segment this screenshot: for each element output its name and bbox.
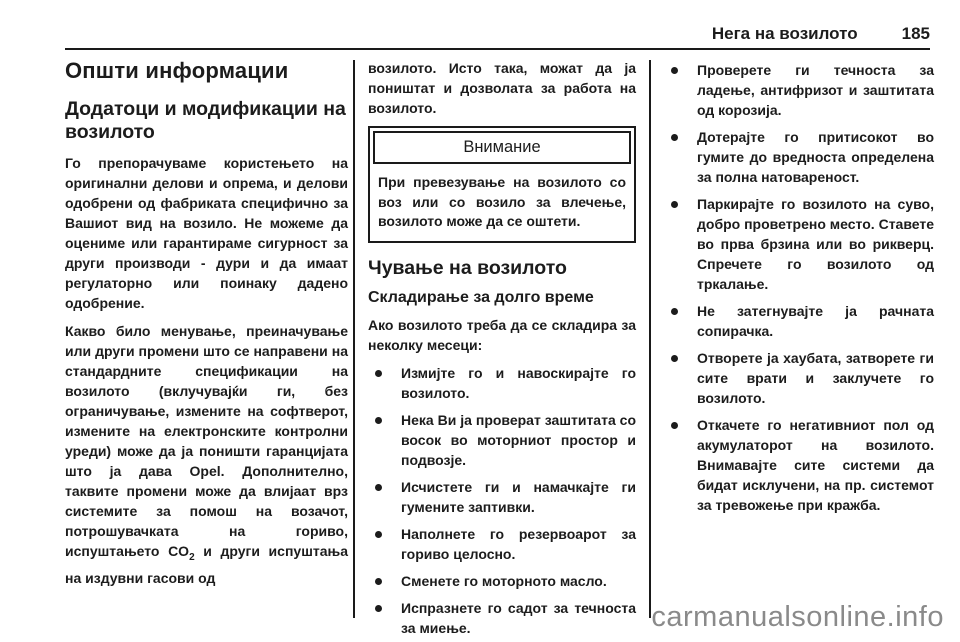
bullet-icon <box>671 355 678 362</box>
list-item: Откачете го негативниот пол од акумулаторот на возилото. Внимавајте сите системи да бидат исклучени, на пр. системот за тревожење при кражба. <box>664 415 934 515</box>
subsection-heading: Додатоци и модификации на возилото <box>65 98 346 143</box>
storage-checklist-continued <box>664 60 934 515</box>
bullet-icon <box>671 308 678 315</box>
list-item: Исчистете ги и намачкајте ги гумените заптивки. <box>368 477 636 517</box>
paragraph-text: и други испуштања на издувни гасови од <box>65 543 348 586</box>
section-heading: Чување на возилото <box>368 256 567 279</box>
list-item: Отворете ја хаубата, затворете ги сите врати и заклучете го возилото. <box>664 348 934 408</box>
bullet-icon <box>671 134 678 141</box>
list-item: Испразнете го садот за течноста за миење. <box>368 598 636 638</box>
chapter-title: Нега на возилото <box>711 24 858 43</box>
paragraph-text: Какво било менување, преиначување или други промени што се направени на стандардните спецификации на возилото (вклучувајќи ги, без ограничување, измените на софтверот, измените на електронските контролни уреди) може да ја поништи гаранцијата што ја дава Opel. Дополнително, таквите промени може да влијаат врз системите за помош на возачот, потрошувачката на гориво, испуштањето CO <box>65 323 348 559</box>
column-separator-left <box>353 60 355 618</box>
column-3 <box>664 58 934 522</box>
header-rule <box>65 48 930 50</box>
column-1 <box>65 58 348 596</box>
list-item: Измијте го и навоскирајте го возилото. <box>368 363 636 403</box>
list-item: Не затегнувајте ја рачната сопирачка. <box>664 301 934 341</box>
co2-subscript: 2 <box>189 551 195 563</box>
paragraph <box>65 321 348 588</box>
caution-title: Внимание <box>373 131 631 164</box>
subsection-heading: Складирање за долго време <box>368 288 594 306</box>
page-number: 185 <box>901 24 930 43</box>
list-item: Наполнете го резервоарот за гориво целосно. <box>368 524 636 564</box>
watermark: carmanualsonline.info <box>651 601 944 633</box>
bullet-icon <box>671 67 678 74</box>
list-item: Сменете го моторното масло. <box>368 571 636 591</box>
section-heading: Општи информации <box>65 58 289 83</box>
page-header <box>65 24 930 44</box>
bullet-icon <box>375 578 382 585</box>
column-2 <box>368 58 636 642</box>
bullet-icon <box>671 201 678 208</box>
list-item: Нека Ви ја проверат заштитата со восок во моторниот простор и подвозје. <box>368 410 636 470</box>
bullet-icon <box>375 531 382 538</box>
paragraph: возилото. Исто така, можат да ја поништат и дозволата за работа на возилото. <box>368 60 636 116</box>
bullet-icon <box>375 605 382 612</box>
list-item: Паркирајте го возилото на суво, добро проветрено место. Ставете во прва брзина или во рикверц. Спречете го возилото од тркалање. <box>664 194 934 294</box>
column-separator-right <box>649 60 651 618</box>
caution-box <box>368 126 636 243</box>
list-item: Дотерајте го притисокот во гумите до вредноста определена за полна натовареност. <box>664 127 934 187</box>
bullet-icon <box>671 422 678 429</box>
storage-checklist <box>368 363 636 638</box>
bullet-icon <box>375 370 382 377</box>
caution-body: При превезување на возилото со воз или со возило за влечење, возилото може да се оштети. <box>378 174 626 229</box>
list-intro: Ако возилото треба да се складира за неколку месеци: <box>368 316 636 353</box>
bullet-icon <box>375 417 382 424</box>
paragraph: Го препорачуваме користењето на оригинални делови и опрема, и делови одобрени од фабриката специфично за Вашиот вид на возило. Не можеме да оцениме или гарантираме сигурност за други производи - дури и да имаат регулаторно или поинаку дадено одобрение. <box>65 155 348 311</box>
list-item: Проверете ги течноста за ладење, антифризот и заштитата од корозија. <box>664 60 934 120</box>
bullet-icon <box>375 484 382 491</box>
